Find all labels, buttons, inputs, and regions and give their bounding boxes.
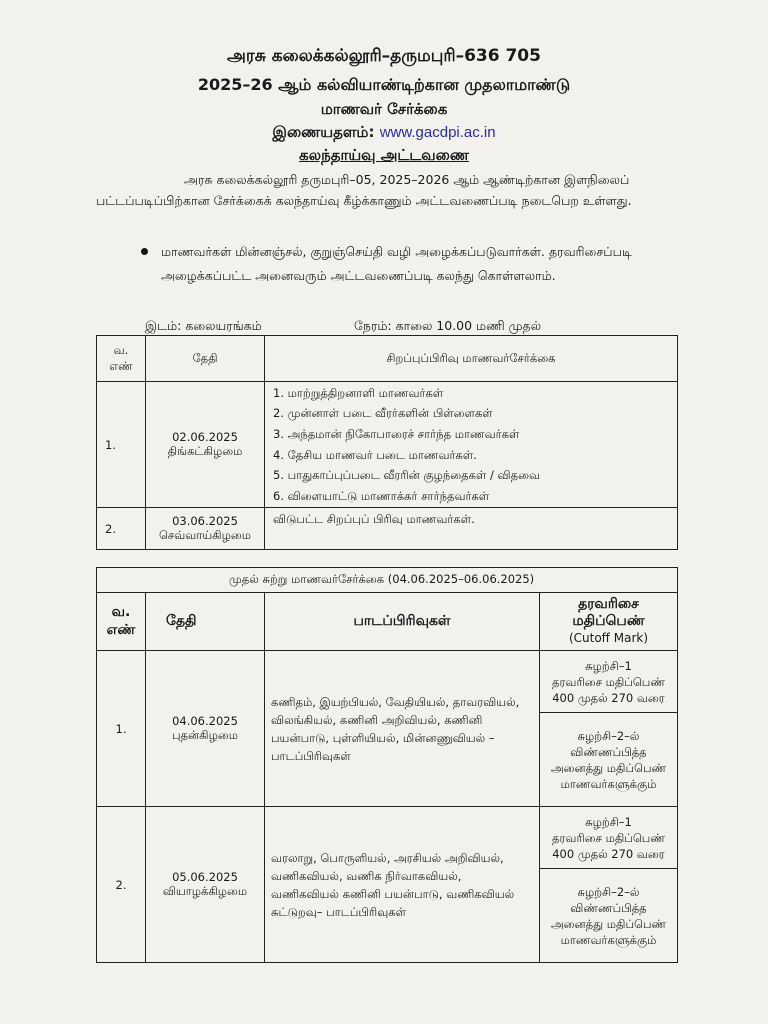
row-sno: 1. [97, 651, 146, 807]
table-row [97, 807, 678, 869]
table-row [97, 508, 678, 550]
row-date: 02.06.2025 [172, 429, 238, 444]
cutoff-header [540, 593, 678, 651]
round-2-line: அனைத்து மதிப்பெண் [550, 760, 667, 775]
sno-header: வ. எண் [97, 593, 146, 651]
bullet-icon [141, 248, 148, 255]
venue-text: இடம்: கலையரங்கம் [145, 318, 262, 333]
list-item: 4. தேசிய மாணவர் படை மாணவர்கள். [273, 447, 477, 462]
row-day: செவ்வாய்கிழமை [158, 527, 251, 542]
table-row [97, 382, 678, 508]
round-2-line: மாணவர்களுக்கும் [560, 932, 657, 947]
row-subjects: கணிதம், இயற்பியல், வேதியியல், தாவரவியல், விலங்கியல், கணினி அறிவியல், கணினி பயன்பாடு, புள்ளியியல், மின்னணுவியல் – பாடப்பிரிவுகள் [265, 651, 540, 807]
website-line [0, 123, 768, 143]
round-2-line: விண்ணப்பித்த [570, 744, 647, 759]
round-2-line: சுழற்சி–2–ல் [577, 884, 640, 899]
row-subjects: வரலாறு, பொருளியல், அரசியல் அறிவியல், வணிகவியல், வணிக நிர்வாகவியல், வணிகவியல் கணினி பயன்பாடு, வணிகவியல் சுட்டுறவு– பாடப்பிரிவுகள் [265, 807, 540, 963]
row-date-cell [146, 807, 265, 963]
round-2-cell [540, 869, 678, 963]
round-2-line: அனைத்து மதிப்பெண் [550, 916, 667, 931]
list-item: 3. அந்தமான் நிகோபாரைச் சார்ந்த மாணவர்கள் [273, 426, 520, 441]
list-item: 2. முன்னாள் படை வீரர்களின் பிள்ளைகள் [273, 406, 493, 421]
schedule-title: கலந்தாய்வு அட்டவணை [299, 146, 469, 164]
first-round-table [96, 567, 678, 963]
row-date-cell [146, 382, 265, 508]
table-header-row [97, 593, 678, 651]
row-date: 04.06.2025 [172, 713, 238, 728]
academic-year-heading: 2025–26 ஆம் கல்வியாண்டிற்கான முதலாமாண்டு [197, 75, 571, 94]
date-header: தேதி [146, 336, 265, 382]
row-sno: 1. [97, 382, 146, 508]
college-name-heading: அரசு கலைக்கல்லூரி–தருமபுரி–636 705 [227, 46, 541, 66]
round-2-cell [540, 713, 678, 807]
date-header: தேதி [146, 593, 265, 651]
bullet-text-line-1: மாணவர்கள் மின்னஞ்சல், குறுஞ்செய்தி வழி அழைக்கப்படுவார்கள். தரவரிசைப்படி [161, 244, 632, 259]
category-list [265, 383, 677, 507]
table-header-row [97, 336, 678, 382]
row-day: திங்கட்கிழமை [167, 443, 243, 458]
row-sno: 2. [97, 807, 146, 963]
category-header: சிறப்புப்பிரிவு மாணவர்சேர்க்கை [265, 336, 678, 382]
round-1-cell [540, 807, 678, 869]
row-date: 03.06.2025 [172, 513, 238, 528]
row-date: 05.06.2025 [172, 869, 238, 884]
round-2-line: விண்ணப்பித்த [570, 900, 647, 915]
courses-header: பாடப்பிரிவுகள் [265, 593, 540, 651]
list-item: 5. பாதுகாப்புப்படை வீரரின் குழந்தைகள் / விதவை [273, 468, 541, 483]
special-category-table [96, 335, 678, 550]
row-date-cell [146, 651, 265, 807]
time-text: நேரம்: காலை 10.00 மணி முதல் [354, 318, 542, 333]
table-caption-row [97, 568, 678, 593]
table-row [97, 651, 678, 713]
category-list-cell [265, 382, 678, 508]
website-link[interactable]: www.gacdpi.ac.in [379, 124, 496, 141]
row-category: விடுபட்ட சிறப்புப் பிரிவு மாணவர்கள். [265, 508, 678, 550]
intro-text-line-2: பட்டப்படிப்பிற்கான சேர்க்கைக் கலந்தாய்வு கீழ்க்காணும் அட்டவணைப்படி நடைபெற உள்ளது. [96, 193, 632, 208]
list-item: 6. விளையாட்டு மாணாக்கர் சார்ந்தவர்கள் [273, 488, 490, 503]
row-sno: 2. [97, 508, 146, 550]
round-1-line: தரவரிசை மதிப்பெண் [552, 830, 665, 845]
admission-heading: மாணவர் சேர்க்கை [320, 100, 448, 118]
cutoff-header-line-1: தரவரிசை [578, 596, 639, 612]
row-day: வியாழக்கிழமை [162, 883, 248, 898]
table-caption: முதல் சுற்று மாணவர்சேர்க்கை (04.06.2025–06.06.2025) [97, 568, 678, 593]
row-date-cell [146, 508, 265, 550]
round-1-line: 400 முதல் 270 வரை [552, 690, 665, 705]
intro-text-line-1: அரசு கலைக்கல்லூரி தருமபுரி–05, 2025–2026 ஆம் ஆண்டிற்கான இளநிலைப் [184, 172, 630, 187]
list-item: 1. மாற்றுத்திறனாளி மாணவர்கள் [273, 385, 444, 400]
round-2-line: மாணவர்களுக்கும் [560, 776, 657, 791]
round-1-line: சுழற்சி–1 [585, 658, 632, 673]
cutoff-header-en: (Cutoff Mark) [568, 631, 649, 645]
bullet-text-line-2: அழைக்கப்பட்ட அனைவரும் அட்டவணைப்படி கலந்து கொள்ளலாம். [161, 268, 556, 283]
row-day: புதன்கிழமை [171, 727, 238, 742]
sno-header: வ. எண் [97, 336, 146, 382]
round-2-line: சுழற்சி–2–ல் [577, 728, 640, 743]
cutoff-header-line-2: மதிப்பெண் [572, 613, 645, 629]
round-1-line: 400 முதல் 270 வரை [552, 846, 665, 861]
round-1-line: சுழற்சி–1 [585, 814, 632, 829]
round-1-cell [540, 651, 678, 713]
round-1-line: தரவரிசை மதிப்பெண் [552, 674, 665, 689]
website-label: இணையதளம்: [272, 123, 375, 141]
